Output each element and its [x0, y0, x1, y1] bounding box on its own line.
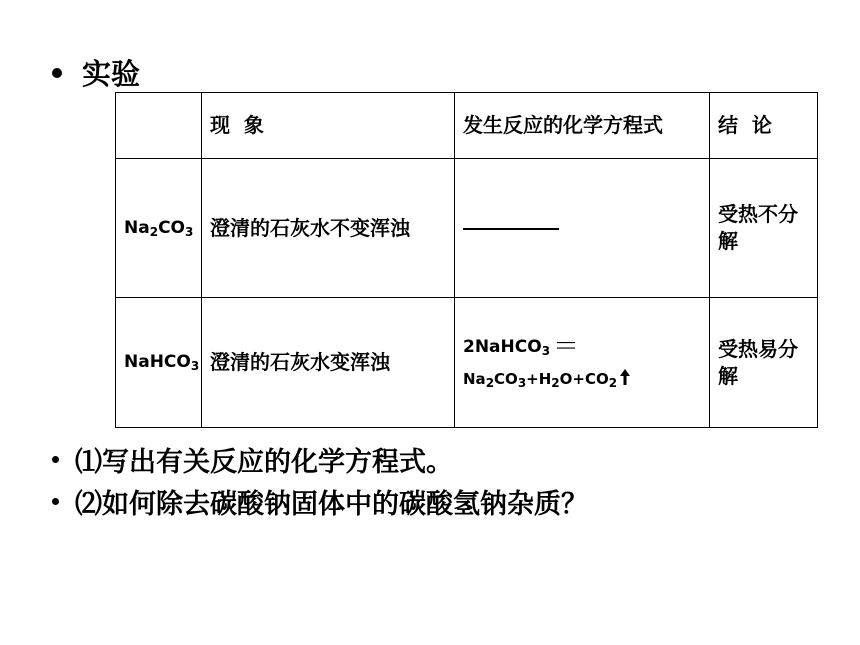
- question-2-text: ⑵如何除去碳酸钠固体中的碳酸氢钠杂质？: [75, 489, 588, 520]
- header-conclusion: 结 论: [710, 93, 818, 159]
- bullet-dot: [52, 456, 59, 463]
- equation-cell: [455, 298, 710, 428]
- header-phenomenon: 现 象: [202, 93, 455, 159]
- table-row: [116, 159, 818, 298]
- substance-cell: $Na_2CO_3$: [116, 159, 202, 298]
- question-2: [52, 482, 588, 521]
- header-equation: 发生反应的化学方程式: [455, 93, 710, 159]
- bullet-dot: [52, 498, 59, 505]
- slide-title: [52, 52, 140, 93]
- substance-cell: NaHCO$_3$: [116, 298, 202, 428]
- phenomenon-cell: 澄清的石灰水变浑浊: [202, 298, 455, 428]
- gas-arrow-up-icon: [619, 368, 631, 386]
- question-1-text: ⑴写出有关反应的化学方程式。: [75, 447, 453, 478]
- equation-reactant: 2NaHCO$_3$ ＝: [463, 332, 580, 362]
- table-header-row: [116, 93, 818, 159]
- phenomenon-cell: 澄清的石灰水不变浑浊: [202, 159, 455, 298]
- title-text: 实验: [82, 57, 141, 91]
- experiment-table: [115, 92, 818, 428]
- equation-products: $Na_2CO_3+H_2O+CO_2$: [463, 367, 701, 391]
- header-cell-blank: [116, 93, 202, 159]
- bullet-dot: [52, 68, 62, 78]
- no-reaction-dash: [463, 228, 559, 230]
- equation-cell: [455, 159, 710, 298]
- question-1: [52, 440, 453, 479]
- conclusion-cell: 受热不分解: [710, 159, 818, 298]
- table-row: [116, 298, 818, 428]
- conclusion-cell: 受热易分解: [710, 298, 818, 428]
